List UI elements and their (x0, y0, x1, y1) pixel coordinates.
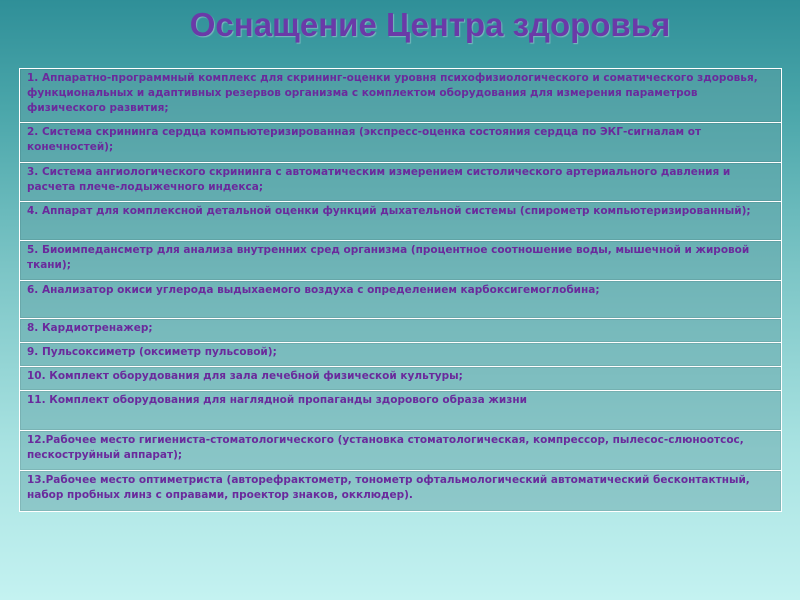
table-row (20, 123, 782, 163)
table-row (20, 391, 782, 431)
table-row (20, 202, 782, 241)
table-row (20, 69, 782, 123)
table-cell: 5. Биоимпедансметр для анализа внутренних сред организма (процентное соотношение воды, мышечной и жировой ткани); (20, 241, 782, 281)
table-cell: 11. Комплект оборудования для наглядной пропаганды здорового образа жизни (20, 391, 782, 431)
table-row (20, 471, 782, 512)
table-cell: 9. Пульсоксиметр (оксиметр пульсовой); (20, 343, 782, 367)
table-row (20, 343, 782, 367)
table-row (20, 319, 782, 343)
table-cell: 13.Рабочее место оптиметриста (авторефрактометр, тонометр офтальмологический автоматический бесконтактный, набор пробных линз с оправами, проектор знаков, окклюдер). (20, 471, 782, 512)
equipment-table (19, 68, 782, 512)
table-cell: 4. Аппарат для комплексной детальной оценки функций дыхательной системы (спирометр компьютеризированный); (20, 202, 782, 241)
table-cell: 6. Анализатор окиси углерода выдыхаемого воздуха с определением карбоксигемоглобина; (20, 281, 782, 319)
table-cell: 1. Аппаратно-программный комплекс для скрининг-оценки уровня психофизиологического и соматического здоровья, функциональных и адаптивных резервов организма с комплектом оборудования для измерения параметров физического развития; (20, 69, 782, 123)
table-row (20, 431, 782, 471)
table-row (20, 281, 782, 319)
table-row (20, 163, 782, 202)
table-row (20, 241, 782, 281)
table-cell: 12.Рабочее место гигиениста-стоматологического (установка стоматологическая, компрессор, пылесос-слюноотсос, пескоструйный аппарат); (20, 431, 782, 471)
table-cell: 2. Система скрининга сердца компьютеризированная (экспресс-оценка состояния сердца по ЭКГ-сигналам от конечностей); (20, 123, 782, 163)
table-cell: 10. Комплект оборудования для зала лечебной физической культуры; (20, 367, 782, 391)
table-row (20, 367, 782, 391)
table-cell: 3. Система ангиологического скрининга с автоматическим измерением систолического артериального давления и расчета плече-лодыжечного индекса; (20, 163, 782, 202)
page-title: Оснащение Центра здоровья (189, 6, 671, 43)
table-cell: 8. Кардиотренажер; (20, 319, 782, 343)
